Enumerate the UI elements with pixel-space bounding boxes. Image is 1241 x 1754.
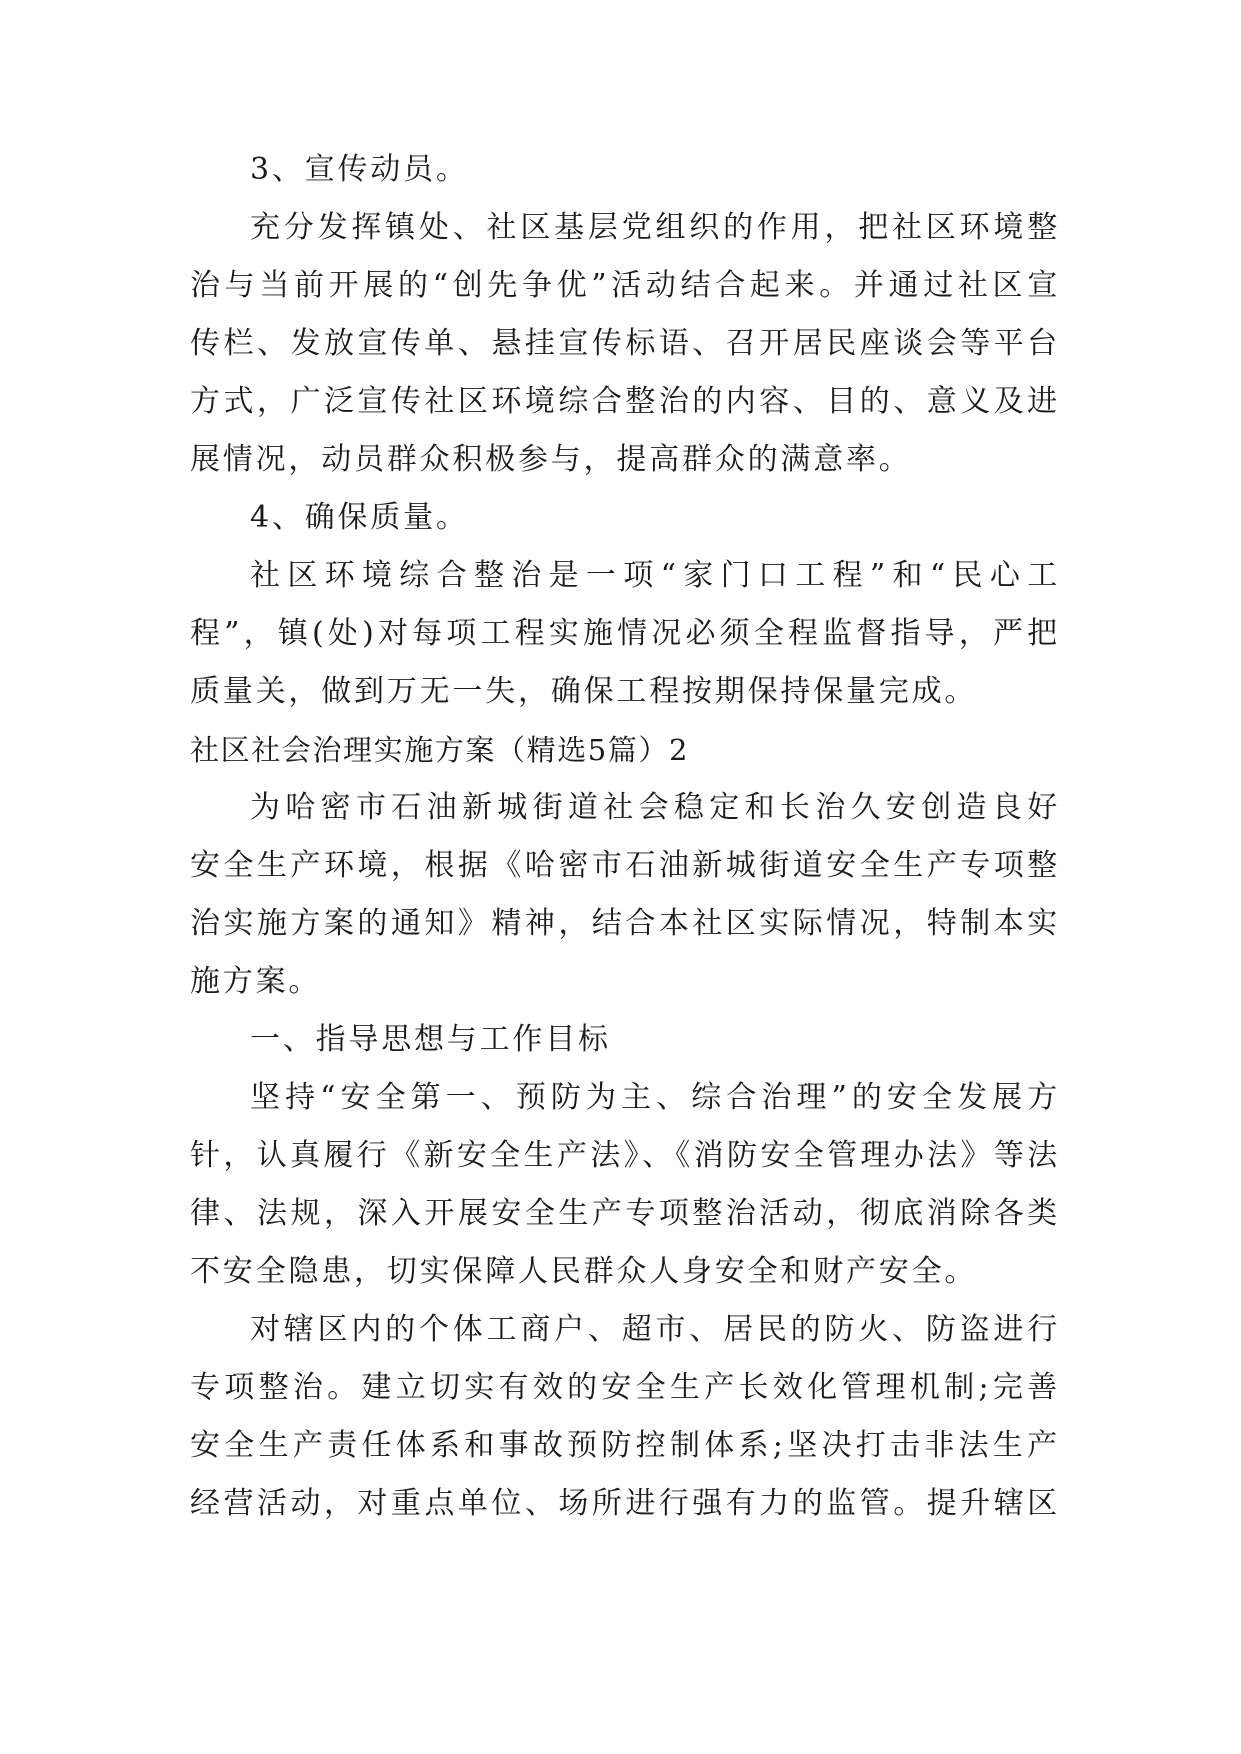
- paragraph-line: 充分发挥镇处、社区基层党组织的作用，把社区环境整: [250, 210, 1060, 245]
- paragraph-line: 质量关，做到万无一失，确保工程按期保持保量完成。: [190, 674, 978, 709]
- paragraph-line: 律、法规，深入开展安全生产专项整治活动，彻底消除各类: [190, 1196, 1060, 1231]
- paragraph-line: 专项整治。建立切实有效的安全生产长效化管理机制;完善: [190, 1370, 1060, 1405]
- paragraph-line: 安全生产环境，根据《哈密市石油新城街道安全生产专项整: [190, 848, 1060, 883]
- paragraph-line: 坚持“安全第一、预防为主、综合治理”的安全发展方: [250, 1080, 1060, 1115]
- section-heading: 4、确保质量。: [250, 500, 469, 535]
- paragraph-line: 治与当前开展的“创先争优”活动结合起来。并通过社区宣: [190, 268, 1060, 303]
- paragraph-line: 为哈密市石油新城街道社会稳定和长治久安创造良好: [250, 790, 1060, 825]
- paragraph-line: 治实施方案的通知》精神，结合本社区实际情况，特制本实: [190, 906, 1060, 941]
- paragraph-line: 展情况，动员群众积极参与，提高群众的满意率。: [190, 442, 912, 477]
- paragraph-line: 传栏、发放宣传单、悬挂宣传标语、召开居民座谈会等平台: [190, 326, 1060, 361]
- paragraph-line: 不安全隐患，切实保障人民群众人身安全和财产安全。: [190, 1254, 978, 1289]
- paragraph-line: 方式，广泛宣传社区环境综合整治的内容、目的、意义及进: [190, 384, 1060, 419]
- paragraph-line: 社区环境综合整治是一项“家门口工程”和“民心工: [250, 558, 1060, 593]
- paragraph-line: 针，认真履行《新安全生产法》、《消防安全管理办法》等法: [190, 1138, 1060, 1173]
- section-heading: 3、宣传动员。: [250, 152, 469, 187]
- paragraph-line: 经营活动，对重点单位、场所进行强有力的监管。提升辖区: [190, 1486, 1060, 1521]
- paragraph-line: 安全生产责任体系和事故预防控制体系;坚决打击非法生产: [190, 1428, 1060, 1463]
- document-title: 社区社会治理实施方案（精选5篇）2: [190, 733, 690, 767]
- paragraph-line: 施方案。: [190, 964, 322, 999]
- paragraph-line: 对辖区内的个体工商户、超市、居民的防火、防盗进行: [250, 1312, 1060, 1347]
- paragraph-line: 程”，镇(处)对每项工程实施情况必须全程监督指导，严把: [190, 616, 1060, 651]
- section-heading: 一、指导思想与工作目标: [250, 1022, 611, 1057]
